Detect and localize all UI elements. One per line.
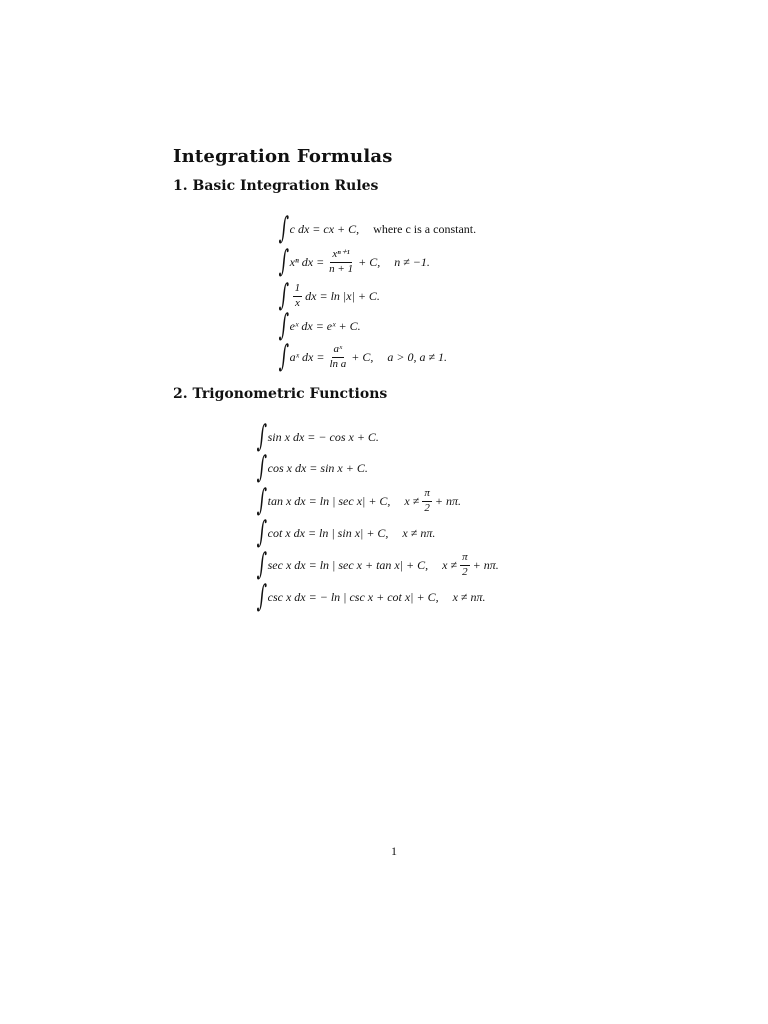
formula-exponential-a: [278, 339, 448, 374]
fraction-denominator: x: [294, 296, 300, 309]
integral-sign: ∫: [278, 308, 290, 343]
formula-condition: [442, 552, 499, 578]
integral-sign: ∫: [278, 244, 290, 279]
fraction-numerator: π: [460, 552, 470, 566]
formula-integrand: aˣ dx =: [289, 350, 325, 364]
formula-exponential-e: [278, 308, 361, 343]
fraction-numerator: aˣ: [332, 344, 345, 358]
section-heading-basic-rules: 1. Basic Integration Rules: [173, 178, 379, 194]
formula-result: dx = ln |x| + C.: [305, 289, 380, 303]
formula-fraction: [422, 488, 432, 514]
formula-result: = ln | sin x| + C,: [307, 526, 389, 540]
integral-sign: ∫: [278, 211, 290, 246]
fraction-numerator: xⁿ⁺¹: [330, 249, 351, 263]
formula-fraction: [327, 344, 348, 370]
formula-note: where c is a constant.: [373, 222, 477, 236]
formula-sec: [256, 547, 499, 582]
condition-prefix: x ≠: [404, 494, 420, 508]
formula-result: + C,: [351, 350, 374, 364]
fraction-denominator: ln a: [329, 357, 347, 370]
formula-integrand: sec x dx: [267, 558, 306, 572]
formula-result: = − ln | csc x + cot x| + C,: [308, 590, 439, 604]
formula-integrand: xⁿ dx =: [289, 255, 325, 269]
formula-result: = cx + C,: [312, 222, 360, 236]
condition-suffix: + nπ.: [472, 558, 499, 572]
formula-integrand: sin x dx: [267, 430, 305, 444]
formula-condition: a > 0, a ≠ 1.: [387, 350, 448, 364]
formula-integrand: c dx: [289, 222, 310, 236]
fraction-denominator: 2: [424, 501, 430, 514]
formula-result: = eˣ + C.: [315, 319, 361, 333]
formula-fraction: [293, 283, 303, 309]
formula-integrand: tan x dx: [267, 494, 306, 508]
formula-integrand: cot x dx: [267, 526, 305, 540]
condition-prefix: x ≠: [442, 558, 458, 572]
formula-tan: [256, 483, 461, 518]
document-title: Integration Formulas: [173, 146, 393, 167]
formula-cot: [256, 515, 436, 550]
integral-sign: ∫: [278, 339, 290, 374]
formula-result: = − cos x + C.: [307, 430, 379, 444]
formula-condition: x ≠ nπ.: [452, 590, 486, 604]
formula-integrand: eˣ dx: [289, 319, 313, 333]
formula-cos: [256, 450, 368, 485]
formula-integrand: csc x dx: [267, 590, 306, 604]
formula-integrand: cos x dx: [267, 461, 307, 475]
integral-sign: ∫: [256, 483, 268, 518]
formula-power-rule: [278, 244, 430, 279]
fraction-denominator: n + 1: [329, 262, 354, 275]
formula-csc: [256, 579, 486, 614]
formula-fraction: [460, 552, 470, 578]
integral-sign: ∫: [256, 515, 268, 550]
integral-sign: ∫: [256, 419, 268, 454]
formula-condition: x ≠ nπ.: [402, 526, 436, 540]
integral-sign: ∫: [256, 450, 268, 485]
integral-sign: ∫: [256, 547, 268, 582]
formula-condition: [404, 488, 461, 514]
page-number: 1: [391, 844, 397, 858]
formula-result: = sin x + C.: [309, 461, 368, 475]
formula-fraction: [327, 249, 355, 275]
fraction-denominator: 2: [462, 565, 468, 578]
integral-sign: ∫: [278, 278, 290, 313]
formula-result: + C,: [358, 255, 381, 269]
fraction-numerator: π: [422, 488, 432, 502]
condition-suffix: + nπ.: [434, 494, 461, 508]
integral-sign: ∫: [256, 579, 268, 614]
formula-result: = ln | sec x + tan x| + C,: [308, 558, 429, 572]
formula-constant: [278, 211, 477, 246]
formula-condition: n ≠ −1.: [394, 255, 430, 269]
fraction-numerator: 1: [293, 283, 303, 297]
formula-result: = ln | sec x| + C,: [308, 494, 391, 508]
section-heading-trigonometric: 2. Trigonometric Functions: [173, 386, 388, 402]
formula-reciprocal: [278, 278, 380, 313]
formula-sin: [256, 419, 379, 454]
